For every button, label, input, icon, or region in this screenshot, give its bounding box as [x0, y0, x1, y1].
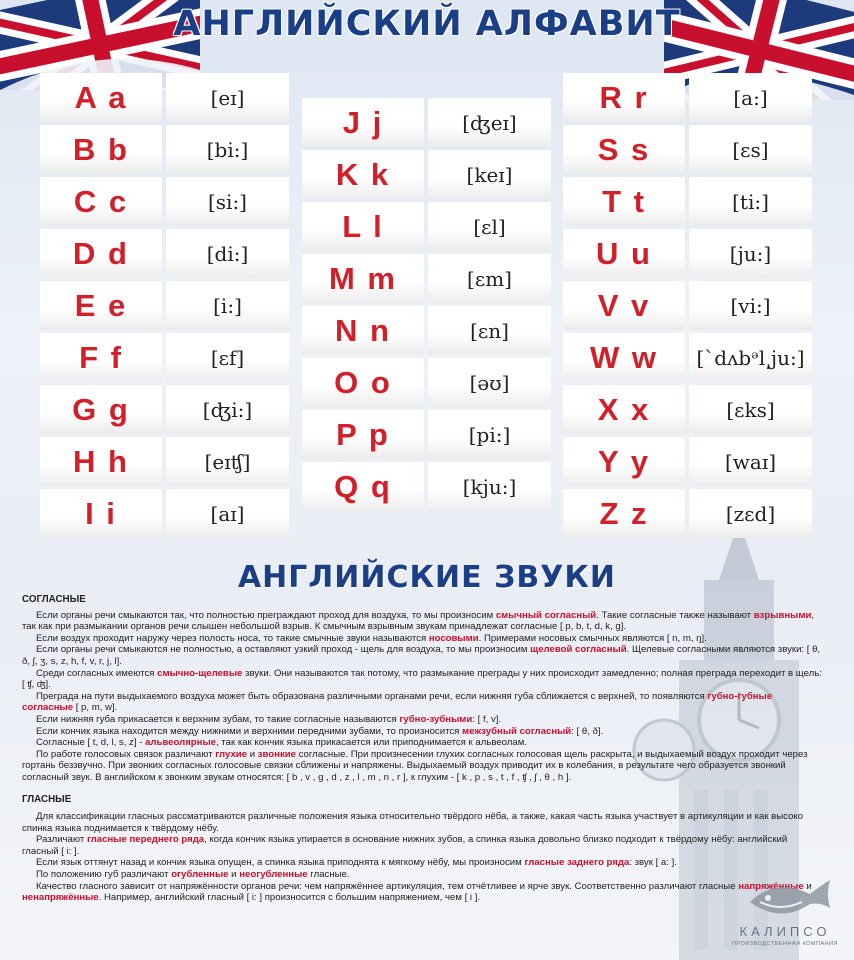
alphabet-row [302, 150, 551, 202]
paragraph-back-vowels: Если язык оттянут назад и кончик языка опущен, а спинка языка приподнята к мягкому нёбу, мы произносим гласные заднего ряда: звук [ a: ]. [36, 857, 677, 869]
alphabet-row [563, 437, 812, 489]
letter-cell: I i [40, 489, 162, 538]
alphabet-row [302, 306, 551, 358]
transcription-cell: [i:] [166, 281, 289, 330]
letter-cell: E e [40, 281, 162, 330]
alphabet-row [40, 73, 289, 125]
paragraph-labiodental: Если нижняя губа прикасается к верхним зубам, то такие согласные называются губно-зубными: [ f, v]. [36, 713, 502, 725]
paragraph-interdental: Если кончик языка находится между нижними и верхними передними зубами, то произносится межзубный согласный: [ θ, ð]. [36, 725, 604, 737]
alphabet-row [563, 333, 812, 385]
transcription-cell: [ɛl] [428, 202, 551, 251]
alphabet-row [563, 385, 812, 437]
transcription-cell: [kju:] [428, 462, 551, 511]
transcription-cell: [ɛn] [428, 306, 551, 355]
alphabet-row [563, 229, 812, 281]
transcription-cell: [keɪ] [428, 150, 551, 199]
alphabet-row [563, 281, 812, 333]
paragraph-front-vowels: Различают гласные переднего ряда, когда кончик языка упирается в основание нижних зубов, а спинка языка довольно близко подходит к твёрдому нёбу: английский гласный [ i: ]. [22, 834, 788, 857]
transcription-cell: [`dʌbᵊl͵ju:] [689, 333, 812, 382]
alphabet-row [40, 437, 289, 489]
transcription-cell: [ɛks] [689, 385, 812, 434]
letter-cell: Z z [563, 489, 685, 538]
paragraph-voicing: По работе голосовых связок различают глухие и звонкие согласные. При произнесении глухих согласных голосовая щель раскрыта, и выдыхаемый воздух проходит через гортань беззвучно. При звонких согласных голосовые связки сближены и напряжены. Выдыхаемый воздух приводит их в колебания, в результате чего образуется звонкий согласный звук. В английском к звонким звукам относятся: [ b , v , g , d , z , l , m , n , r ], к глухим - [ k , p , s , t , f , ʧ , ʃ , θ , h ]. [22, 748, 808, 783]
transcription-cell: [ti:] [689, 177, 812, 226]
paragraph-rounded-vowels: По положению губ различают огубленные и неогубленные гласные. [36, 869, 350, 881]
paragraph-nasals: Если воздух проходит наружу через полость носа, то такие смычные звуки называются носовыми. Примерами носовых смычных являются [ n, m, ŋ]. [36, 632, 707, 644]
letter-cell: W w [563, 333, 685, 382]
transcription-cell: [eɪʧ] [166, 437, 289, 486]
transcription-cell: [aɪ] [166, 489, 289, 538]
letter-cell: X x [563, 385, 685, 434]
paragraph-stops: Если органы речи смыкаются так, что полностью преграждают проход для воздуха, то мы произносим смычный согласный. Такие согласные также называют взрывными, так как при размыкании органов речи слышен небольшой взрыв. К смычным взрывным звукам принадлежат согласные [ p, b, t, d, k, g]. [22, 609, 815, 633]
transcription-cell: [waɪ] [689, 437, 812, 486]
consonants-heading: СОГЛАСНЫЕ [22, 594, 86, 605]
publisher-logo [730, 872, 840, 952]
letter-cell: M m [302, 254, 424, 303]
letter-cell: D d [40, 229, 162, 278]
paragraph-alveolar: Согласные [ t, d, l, s, z] - альвеолярные, так как кончик языка прикасается или приподнимается к альвеолам. [36, 737, 527, 749]
letter-cell: J j [302, 98, 424, 147]
transcription-cell: [ʤeɪ] [428, 98, 551, 147]
alphabet-column-3 [563, 73, 812, 541]
transcription-cell: [bi:] [166, 125, 289, 174]
transcription-cell: [zɛd] [689, 489, 812, 538]
transcription-cell: [ɛf] [166, 333, 289, 382]
alphabet-row [302, 254, 551, 306]
transcription-cell: [vi:] [689, 281, 812, 330]
transcription-cell: [ʤi:] [166, 385, 289, 434]
letter-cell: Q q [302, 462, 424, 511]
paragraph-vowel-classification: Для классификации гласных рассматриваются различные положения языка относительно твёрдого нёба, а также, какая часть языка участвует в артикуляции и как высоко спинка языка поднимается к твёрдому нёбу. [22, 811, 804, 834]
transcription-cell: [ɛm] [428, 254, 551, 303]
transcription-cell: [di:] [166, 229, 289, 278]
paragraph-affricates: Среди согласных имеются смычно-щелевые звуки. Они называются так потому, что размыкание преграды у них происходит замедленно; полная преграда переходит в щель: [ ʧ, ʤ]. [22, 667, 822, 691]
transcription-cell: [ju:] [689, 229, 812, 278]
letter-cell: U u [563, 229, 685, 278]
transcription-cell: [əʊ] [428, 358, 551, 407]
letter-cell: L l [302, 202, 424, 251]
alphabet-row [40, 333, 289, 385]
letter-cell: R r [563, 73, 685, 122]
transcription-cell: [a:] [689, 73, 812, 122]
alphabet-row [302, 410, 551, 462]
letter-cell: A a [40, 73, 162, 122]
transcription-cell: [pi:] [428, 410, 551, 459]
transcription-cell: [ɛs] [689, 125, 812, 174]
transcription-cell: [si:] [166, 177, 289, 226]
alphabet-row [40, 177, 289, 229]
letter-cell: H h [40, 437, 162, 486]
alphabet-row [40, 489, 289, 541]
letter-cell: P p [302, 410, 424, 459]
alphabet-row [563, 177, 812, 229]
letter-cell: C c [40, 177, 162, 226]
vowels-heading: ГЛАСНЫЕ [22, 793, 72, 805]
transcription-cell: [eɪ] [166, 73, 289, 122]
letter-cell: S s [563, 125, 685, 174]
letter-cell: T t [563, 177, 685, 226]
letter-cell: F f [40, 333, 162, 382]
alphabet-row [563, 489, 812, 541]
sounds-title: АНГЛИЙСКИЕ ЗВУКИ [237, 560, 617, 595]
alphabet-column-2 [302, 98, 551, 514]
alphabet-row [40, 281, 289, 333]
alphabet-row [563, 73, 812, 125]
logo-name: КАЛИПСО [739, 924, 831, 939]
sounds-text [22, 594, 822, 904]
alphabet-row [302, 98, 551, 150]
alphabet-column-1 [40, 73, 289, 541]
letter-cell: V v [563, 281, 685, 330]
letter-cell: N n [302, 306, 424, 355]
alphabet-row [40, 125, 289, 177]
paragraph-bilabial: Преграда на пути выдыхаемого воздуха может быть образована различными органами речи, если нижняя губа сближается с верхней, то появляются губно-губные согласные [ p, m, w]. [22, 690, 773, 714]
letter-cell: Y y [563, 437, 685, 486]
paragraph-tense-vowels: Качество гласного зависит от напряжённости органов речи: чем напряжённее артикуляция, тем отчётливее и ярче звук. Соответственно различают гласные напряжённые и ненапряжённые. Например, английский гласный [ i: ] произносится с большим напряжением, чем [ i ]. [22, 880, 812, 904]
alphabet-row [40, 385, 289, 437]
fish-logo-icon [730, 872, 840, 924]
logo-subtitle: ПРОИЗВОДСТВЕННАЯ КОМПАНИЯ [731, 941, 839, 947]
alphabet-row [302, 358, 551, 410]
letter-cell: B b [40, 125, 162, 174]
letter-cell: O o [302, 358, 424, 407]
alphabet-row [563, 125, 812, 177]
alphabet-row [302, 202, 551, 254]
letter-cell: G g [40, 385, 162, 434]
page-title: АНГЛИЙСКИЙ АЛФАВИТ [173, 4, 681, 44]
letter-cell: K k [302, 150, 424, 199]
paragraph-fricatives: Если органы речи смыкаются не полностью, а оставляют узкий проход - щель для воздуха, то мы произносим щелевой согласный. Щелевые согласными являются звуки: [ θ, ð, ʃ, ʒ, s, z, h, f, v, r, j, l]. [22, 644, 821, 667]
alphabet-row [302, 462, 551, 514]
alphabet-row [40, 229, 289, 281]
